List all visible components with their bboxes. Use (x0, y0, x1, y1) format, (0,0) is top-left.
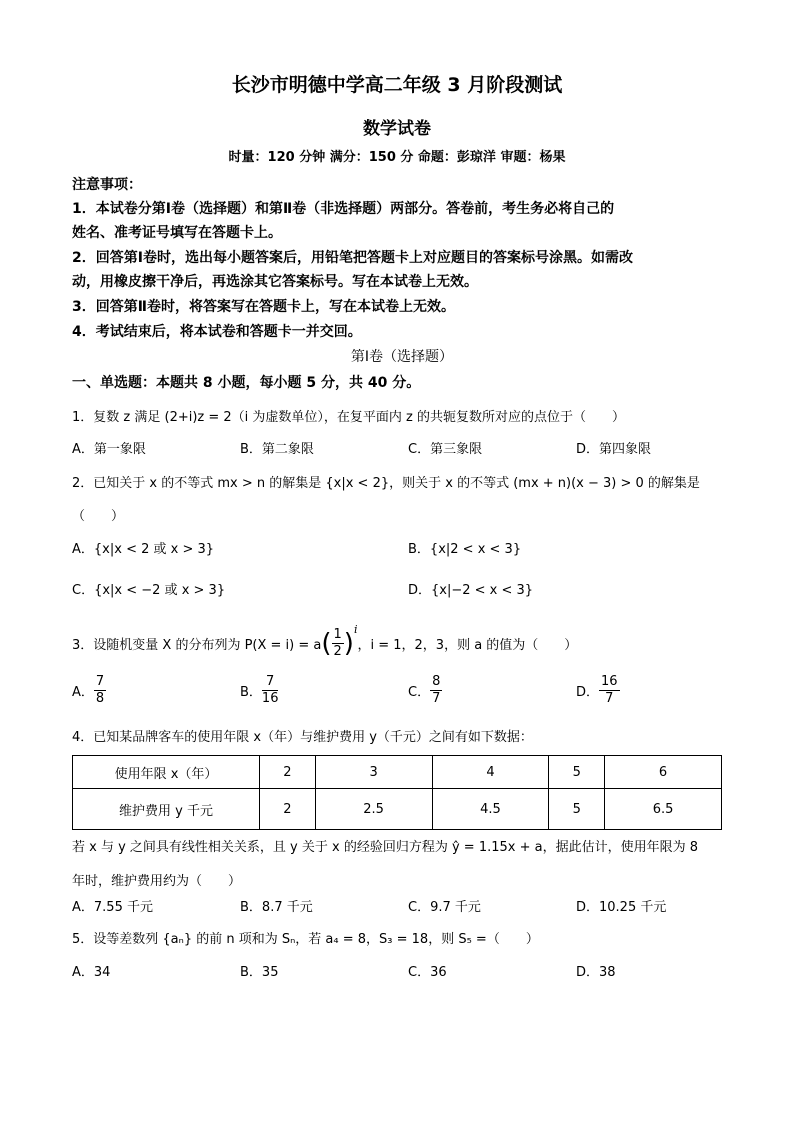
q4-data-table (72, 755, 722, 830)
table-cell: 5 (549, 756, 605, 789)
exam-meta: 时量：120 分钟 满分：150 分 命题：彭琼洋 审题：杨果 (228, 150, 566, 165)
question-3: 3．设随机变量 X 的分布列为 P(X = i) = a( $\frac{1}{2}$ )$^i$，i = 1，2，3，则 a 的值为（ ） (72, 623, 578, 659)
table-cell: 2 (260, 756, 316, 789)
table-cell: 维护费用 y 千元 (73, 789, 260, 830)
q3-b-den: 16 (261, 691, 279, 706)
q2-option-d: D．{x|−2 < x < 3} (408, 583, 534, 598)
q3-a-den: 8 (95, 691, 105, 706)
question-2-blank: （ ） (72, 509, 125, 524)
q3-base-num: 1 (333, 627, 342, 642)
question-4-text-2: 若 x 与 y 之间具有线性相关关系，且 y 关于 x 的经验回归方程为 ŷ = 1.15x + a，据此估计，使用年限为 8 (72, 840, 698, 855)
q5-option-a: A．34 (72, 965, 111, 980)
exam-title: 长沙市明德中学高二年级 3 月阶段测试 (231, 74, 563, 96)
table-row (73, 789, 722, 830)
section-heading: 一、单选题：本题共 8 小题，每小题 5 分，共 40 分。 (72, 375, 421, 391)
q2-option-c: C．{x|x < −2 或 x > 3} (72, 583, 226, 598)
exam-subtitle: 数学试卷 (363, 119, 431, 139)
q3-option-c: C． $\frac{8}{7}$ (408, 674, 441, 706)
note-1-line-2: 姓名、准考证号填写在答题卡上。 (72, 225, 282, 241)
note-1-line-1: 1．本试卷分第Ⅰ卷（选择题）和第Ⅱ卷（非选择题）两部分。答卷前，考生务必将自己的 (72, 201, 615, 217)
q5-option-b: B．35 (240, 965, 279, 980)
q3-option-d: D． $\frac{16}{7}$ (576, 674, 618, 706)
q1-option-c: C．第三象限 (408, 442, 483, 457)
q4-option-c: C．9.7 千元 (408, 900, 481, 915)
table-cell: 3 (315, 756, 432, 789)
q3-text-pre: 3．设随机变量 X 的分布列为 P(X = i) = a (72, 638, 322, 653)
q3-exponent: i (353, 623, 358, 636)
table-cell: 5 (549, 789, 605, 830)
q3-c-den: 7 (432, 691, 441, 706)
question-4: 4．已知某品牌客车的使用年限 x（年）与维护费用 y（千元）之间有如下数据： (72, 730, 533, 745)
note-2-line-2: 动，用橡皮擦干净后，再选涂其它答案标号。写在本试卷上无效。 (72, 274, 478, 290)
q4-option-a: A．7.55 千元 (72, 900, 153, 915)
note-4: 4．考试结束后，将本试卷和答题卡一并交回。 (72, 324, 362, 340)
q3-a-num: 7 (95, 674, 105, 689)
table-cell: 4.5 (432, 789, 549, 830)
part-title: 第Ⅰ卷（选择题） (350, 349, 454, 365)
note-3: 3．回答第Ⅱ卷时，将答案写在答题卡上，写在本试卷上无效。 (72, 299, 455, 315)
q5-option-d: D．38 (576, 965, 616, 980)
table-cell: 6.5 (605, 789, 722, 830)
q3-d-num: 16 (601, 674, 618, 689)
table-cell: 使用年限 x（年） (73, 756, 260, 789)
q1-option-a: A．第一象限 (72, 442, 146, 457)
question-1: 1．复数 z 满足 (2+i)z = 2（i 为虚数单位），在复平面内 z 的共轭复数所对应的点位于（ ） (72, 410, 625, 425)
q2-option-b: B．{x|2 < x < 3} (408, 542, 522, 557)
notes-heading: 注意事项： (72, 177, 142, 193)
q3-base-fraction (332, 627, 344, 660)
table-row (73, 756, 722, 789)
table-cell: 2.5 (315, 789, 432, 830)
question-2: 2．已知关于 x 的不等式 mx > n 的解集是 {x|x < 2}，则关于 x 的不等式 (mx + n)(x − 3) > 0 的解集是 (72, 476, 700, 491)
q3-d-den: 7 (605, 691, 614, 706)
question-5: 5．设等差数列 {aₙ} 的前 n 项和为 Sₙ，若 a₄ = 8，S₃ = 18，则 S₅ =（ ） (72, 932, 539, 947)
q1-option-d: D．第四象限 (576, 442, 652, 457)
q5-option-c: C．36 (408, 965, 447, 980)
table-cell: 6 (605, 756, 722, 789)
table-cell: 4 (432, 756, 549, 789)
q3-c-num: 8 (432, 674, 441, 689)
q3-b-num: 7 (262, 674, 279, 691)
q3-text-post: ，i = 1，2，3，则 a 的值为（ ） (357, 638, 578, 653)
q4-option-d: D．10.25 千元 (576, 900, 667, 915)
table-cell: 2 (260, 789, 316, 830)
q3-option-b: B． $\frac{7}{16}$ (240, 674, 279, 706)
q3-base-den: 2 (333, 644, 342, 659)
q1-option-b: B．第二象限 (240, 442, 314, 457)
note-2-line-1: 2．回答第Ⅰ卷时，选出每小题答案后，用铅笔把答题卡上对应题目的答案标号涂黑。如需改 (72, 250, 633, 266)
question-4-text-3: 年时，维护费用约为（ ） (72, 874, 242, 889)
q2-option-a: A．{x|x < 2 或 x > 3} (72, 542, 215, 557)
q4-option-b: B．8.7 千元 (240, 900, 313, 915)
q3-option-a: A． $\frac{7}{8}$ (72, 674, 105, 706)
